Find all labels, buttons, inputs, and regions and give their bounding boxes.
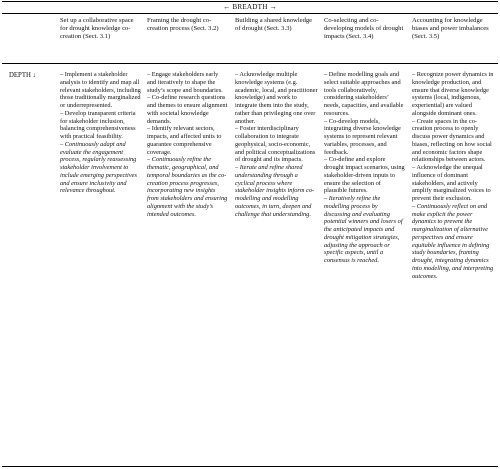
- column-title-2: Framing the drought co-creation process (Sect. 3.2): [147, 17, 219, 32]
- recommendation-item: – Define modelling goals and select suitable approaches and tools collaboratively, considering stakeholders’ needs, capacities, and available resources.: [324, 71, 404, 117]
- recommendation-item: – Acknowledge the unequal influence of dominant stakeholders, and actively amplify marginalized voices to prevent their exclusion.: [412, 164, 491, 202]
- breadth-header: ← BREADTH →: [222, 3, 278, 11]
- bottom-rule: [2, 466, 498, 467]
- recommendation-item: – Develop transparent criteria for stakeholder inclusion, balancing comprehensiveness with practical feasibility.: [60, 109, 136, 140]
- column-body-4: [324, 71, 405, 265]
- column-body-2: [147, 71, 228, 218]
- recommendation-item: – Continuously reflect on and make explicit the power dynamics to prevent the marginalization of alternative perspectives and ensure equitable influence in defining study boundaries, framing drought, integrating dynamics into modelling, and interpreting outcomes.: [412, 202, 494, 280]
- top-rule: [2, 1, 498, 2]
- recommendation-item: – Identify relevant sectors, impacts, and affected units to guarantee comprehensive coverage.: [147, 125, 222, 156]
- column-title-5: Accounting for knowledge biases and power imbalances (Sect. 3.5): [412, 17, 489, 40]
- column-title-1: Set up a collaborative space for drought knowledge co-creation (Sect. 3.1): [60, 17, 134, 40]
- recommendation-item: – Co-develop models, integrating diverse knowledge systems to represent relevant variables, processes, and feedback.: [324, 117, 401, 156]
- recommendation-item: – Iteratively refine the modelling process by discussing and evaluating potential winners and losers of the anticipated impacts and drought mitigation strategies, adjusting the approach or specific aspects, until a consensus is reached.: [324, 195, 403, 264]
- column-body-1: [60, 71, 142, 195]
- column-title-3: Building a shared knowledge of drought (Sect. 3.3): [235, 17, 313, 32]
- recommendation-item: – Co-define and explore drought impact scenarios, using stakeholder-driven inputs to ensure the selection of plausible futures.: [324, 156, 405, 195]
- recommendation-item: – Continuously adapt and evaluate the engagement process, regularly reassessing stakeholder involvement to include emerging perspectives and ensure inclusivity and relevance throughout.: [60, 140, 137, 195]
- depth-label: DEPTH ↓: [9, 72, 36, 79]
- recommendation-item: – Co-define research questions and themes to ensure alignment with societal knowledge demands.: [147, 94, 228, 125]
- recommendation-item: – Implement a stakeholder analysis to identify and map all relevant stakeholders, including those traditionally marginalized or underrepresented.: [60, 71, 141, 109]
- recommendation-item: – Engage stakeholders early and iteratively to shape the study’s scope and boundaries.: [147, 71, 223, 94]
- column-body-3: [235, 71, 318, 218]
- mid-rule: [2, 63, 498, 64]
- column-title-4: Co-selecting and co-developing models of drought impacts (Sect. 3.4): [324, 17, 404, 40]
- recommendation-item: – Create spaces in the co-creation process to openly discuss power dynamics and biases, reflecting on how social and economic factors shape relationships between actors.: [412, 117, 492, 164]
- recommendation-item: – Acknowledge multiple knowledge systems (e.g. academic, local, and practitioner knowledge) and work to integrate them into the study, rather than privileging one over another.: [235, 71, 318, 125]
- recommendation-item: – Recognize power dynamics in knowledge production, and ensure that diverse knowledge systems (local, indigenous, experiential) are valued alongside dominant ones.: [412, 71, 494, 117]
- recommendation-item: – Iterate and refine shared understanding through a cyclical process where stakeholder insights inform co-modelling and modelling outcomes, in turn, deepen and challenge that understanding.: [235, 164, 315, 218]
- recommendation-item: – Continuously refine the thematic, geographical, and temporal boundaries as the co-creation process progresses, incorporating new insights from stakeholders and ensuring alignment with the study’s intended outcomes.: [147, 156, 228, 218]
- column-body-5: [412, 71, 496, 280]
- header-rule: [2, 13, 498, 14]
- recommendation-item: – Foster interdisciplinary collaboration to integrate geophysical, socio-economic, and political conceptualizations of drought and its impacts.: [235, 125, 316, 164]
